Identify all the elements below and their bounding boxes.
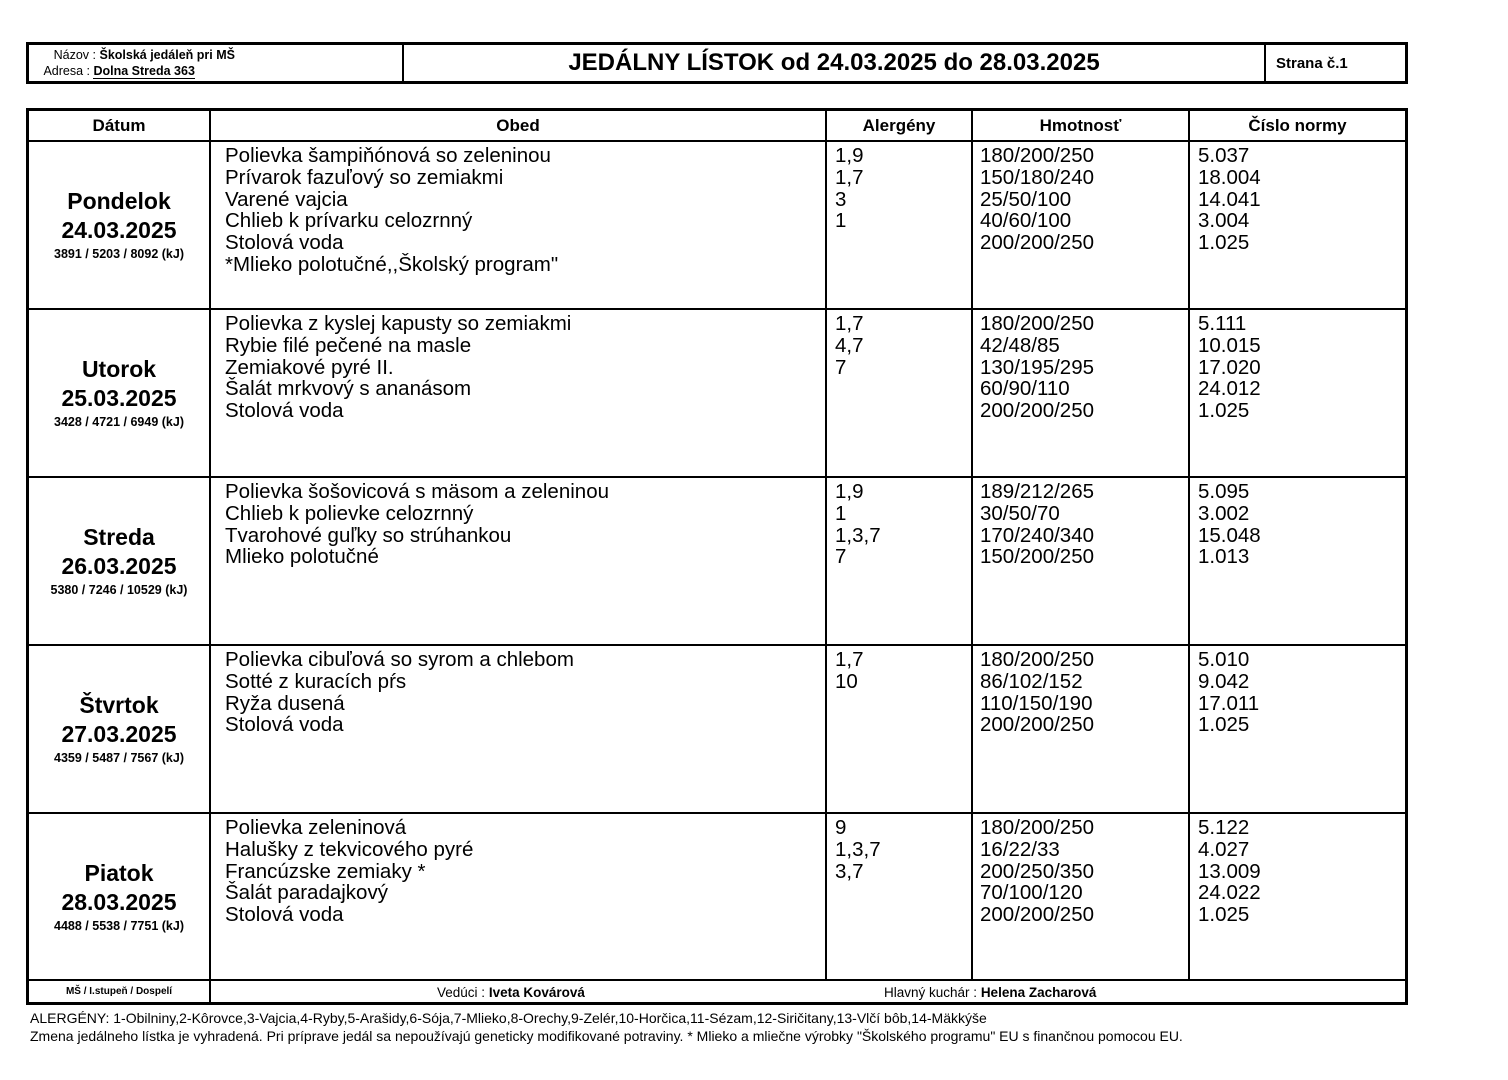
chef-name: Helena Zacharová	[980, 985, 1097, 1000]
weight-entry: 130/195/295	[980, 355, 1095, 379]
weight-entry: 40/60/100	[980, 209, 1072, 233]
column-divider	[971, 111, 973, 981]
norm-column	[1198, 649, 1259, 736]
allergens-entry: 1,7	[835, 165, 864, 189]
dish-entry: Halušky z tekvicového pyré	[225, 837, 474, 861]
day-date: 25.03.2025	[61, 385, 177, 411]
allergens-entry: 4,7	[835, 333, 864, 357]
weight-entry	[980, 254, 1094, 276]
norm-entry: 3.004	[1198, 209, 1250, 233]
column-header-date: Dátum	[29, 111, 209, 142]
row-divider	[29, 476, 1405, 478]
weight-entry: 42/48/85	[980, 333, 1060, 357]
day-energy: 3891 / 5203 / 8092 (kJ)	[54, 247, 184, 261]
day-name: Piatok	[84, 860, 154, 886]
allergens-entry: 1	[835, 209, 847, 233]
norm-entry: 18.004	[1198, 165, 1261, 189]
column-header-norm: Číslo normy	[1190, 111, 1405, 142]
weight-entry: 60/90/110	[980, 377, 1070, 401]
allergens-column	[835, 649, 864, 736]
allergens-entry: 7	[835, 545, 847, 569]
weight-entry: 200/200/250	[980, 713, 1095, 737]
allergens-entry: 1,3,7	[835, 523, 881, 547]
day-cell	[29, 646, 209, 812]
norm-entry: 13.009	[1198, 859, 1261, 883]
portion-levels: MŠ / I.stupeň / Dospelí	[65, 986, 173, 997]
allergens-entry	[835, 378, 864, 400]
norm-entry: 5.122	[1198, 816, 1250, 839]
allergens-entry: 9	[835, 816, 847, 839]
norm-entry: 5.111	[1198, 312, 1247, 335]
row-divider	[29, 979, 1405, 981]
weight-entry: 16/22/33	[980, 837, 1060, 861]
norm-entry: 14.041	[1198, 187, 1261, 211]
weight-entry: 180/200/250	[980, 312, 1095, 335]
dish-entry: Sotté z kuracích pŕs	[225, 669, 407, 693]
allergens-entry: 1	[835, 501, 847, 525]
row-divider	[29, 812, 1405, 814]
allergens-entry	[835, 714, 864, 736]
signature-row	[29, 981, 1405, 1005]
norm-entry: 17.011	[1198, 691, 1260, 715]
day-name: Streda	[83, 524, 155, 550]
norm-column	[1198, 817, 1261, 926]
dish-entry: Polievka z kyslej kapusty so zemiakmi	[225, 312, 572, 335]
norm-entry: 5.010	[1198, 648, 1250, 671]
weight-entry: 110/150/190	[980, 691, 1093, 715]
weight-entry: 30/50/70	[980, 501, 1060, 525]
allergens-column	[835, 817, 881, 926]
manager-name: Iveta Kovárová	[488, 985, 585, 1000]
dish-entry: Mlieko polotučné	[225, 545, 379, 569]
allergens-entry	[835, 254, 864, 276]
day-date: 28.03.2025	[61, 889, 177, 915]
norm-column	[1198, 313, 1261, 422]
dish-column	[225, 145, 558, 276]
row-divider	[29, 644, 1405, 646]
column-header-weight: Hmotnosť	[973, 111, 1188, 142]
norm-entry: 1.025	[1198, 231, 1250, 255]
allergens-entry	[835, 882, 881, 904]
day-cell	[29, 142, 209, 308]
day-energy: 4488 / 5538 / 7751 (kJ)	[54, 919, 184, 933]
weight-entry: 200/200/250	[980, 903, 1095, 927]
weight-entry: 25/50/100	[980, 187, 1072, 211]
notes	[30, 1009, 1183, 1045]
canteen-address: Dolna Streda 363	[93, 64, 195, 78]
dish-entry: Šalát paradajkový	[225, 881, 388, 905]
dish-entry: Chlieb k polievke celozrnný	[225, 501, 474, 525]
weight-entry: 70/100/120	[980, 881, 1083, 905]
norm-entry: 24.012	[1198, 377, 1261, 401]
weight-column	[980, 649, 1094, 736]
dish-entry: Polievka šampiňónová so zeleninou	[225, 144, 551, 167]
dish-column	[225, 481, 609, 568]
dish-entry: Polievka zeleninová	[225, 816, 407, 839]
weight-entry: 180/200/250	[980, 816, 1095, 839]
weight-column	[980, 313, 1094, 422]
manager-signature	[437, 985, 585, 1000]
norm-entry: 15.048	[1198, 523, 1261, 547]
dish-column	[225, 649, 574, 736]
allergens-entry: 3,7	[835, 859, 864, 883]
norm-entry: 9.042	[1198, 669, 1250, 693]
allergens-entry	[835, 232, 864, 254]
allergens-legend: ALERGÉNY: 1-Obilniny,2-Kôrovce,3-Vajcia,4-Ryby,5-Arašidy,6-Sója,7-Mlieko,8-Orechy,9-Zelér,10-Horčica,11-Sézam,12-Siričitany,13-Vlčí bôb,14-Mäkkýše	[30, 1010, 987, 1026]
document-header	[26, 42, 1408, 84]
weight-entry: 180/200/250	[980, 648, 1095, 671]
weight-entry: 150/200/250	[980, 545, 1095, 569]
dish-entry: Šalát mrkvový s ananásom	[225, 377, 472, 401]
day-name: Štvrtok	[79, 692, 159, 718]
norm-entry: 5.037	[1198, 144, 1250, 167]
row-divider	[29, 308, 1405, 310]
dish-entry: Chlieb k prívarku celozrnný	[225, 209, 473, 233]
norm-entry	[1198, 254, 1261, 276]
allergens-column	[835, 145, 864, 276]
day-date: 27.03.2025	[61, 721, 177, 747]
day-name: Pondelok	[67, 188, 171, 214]
dish-column	[225, 313, 571, 422]
day-cell	[29, 310, 209, 476]
norm-entry: 1.025	[1198, 399, 1250, 423]
column-divider	[825, 111, 827, 981]
weight-entry: 150/180/240	[980, 165, 1095, 189]
dish-entry: Stolová voda	[225, 231, 344, 255]
allergens-entry: 1,7	[835, 648, 864, 671]
weight-entry: 86/102/152	[980, 669, 1083, 693]
dish-entry: Stolová voda	[225, 399, 344, 423]
dish-entry: Polievka šošovicová s mäsom a zeleninou	[225, 480, 609, 503]
allergens-entry: 1,9	[835, 480, 864, 503]
norm-entry: 3.002	[1198, 501, 1250, 525]
weight-entry: 200/250/350	[980, 859, 1095, 883]
weight-column	[980, 817, 1094, 926]
menu-title: JEDÁLNY LÍSTOK od 24.03.2025 do 28.03.2025	[404, 45, 1266, 81]
dish-column	[225, 817, 473, 926]
day-date: 26.03.2025	[61, 553, 177, 579]
allergens-entry: 10	[835, 669, 858, 693]
address-label: Adresa :	[43, 64, 90, 78]
column-header-allergens: Alergény	[827, 111, 971, 142]
dish-entry: Stolová voda	[225, 903, 344, 927]
allergens-entry	[835, 904, 881, 926]
day-energy: 4359 / 5487 / 7567 (kJ)	[54, 751, 184, 765]
weight-entry: 200/200/250	[980, 399, 1095, 423]
dish-entry: Stolová voda	[225, 713, 344, 737]
column-divider	[1188, 111, 1190, 981]
menu-table	[26, 108, 1408, 1005]
day-energy: 3428 / 4721 / 6949 (kJ)	[54, 415, 184, 429]
day-date: 24.03.2025	[61, 217, 177, 243]
allergens-entry: 1,7	[835, 312, 864, 335]
weight-entry: 200/200/250	[980, 231, 1095, 255]
weight-entry: 170/240/340	[980, 523, 1095, 547]
dish-entry: Polievka cibuľová so syrom a chlebom	[225, 648, 574, 671]
disclaimer: Zmena jedálneho lístka je vyhradená. Pri príprave jedál sa nepoužívajú geneticky modifikované potraviny. * Mlieko a mliečne výrobky "Školského programu" EU s finančnou pomocou EU.	[30, 1028, 1183, 1044]
column-divider	[209, 111, 211, 1005]
allergens-entry: 3	[835, 187, 847, 211]
allergens-column	[835, 313, 864, 422]
dish-entry: Varené vajcia	[225, 187, 348, 211]
canteen-address-line	[33, 64, 195, 78]
allergens-entry	[835, 400, 864, 422]
weight-column	[980, 481, 1094, 568]
dish-entry: Ryža dusená	[225, 691, 345, 715]
weight-entry: 189/212/265	[980, 480, 1095, 503]
day-cell	[29, 478, 209, 644]
allergens-column	[835, 481, 881, 568]
canteen-info	[29, 45, 404, 81]
day-energy: 5380 / 7246 / 10529 (kJ)	[50, 583, 188, 597]
norm-entry: 10.015	[1198, 333, 1261, 357]
norm-column	[1198, 145, 1261, 276]
canteen-name-line	[39, 48, 235, 62]
norm-entry: 1.013	[1198, 545, 1250, 569]
allergens-entry: 7	[835, 355, 847, 379]
dish-entry: *Mlieko polotučné,,Školský program"	[225, 252, 559, 276]
day-name: Utorok	[81, 356, 157, 382]
dish-entry: Rybie filé pečené na masle	[225, 333, 472, 357]
column-header-lunch: Obed	[211, 111, 825, 142]
dish-entry: Francúzske zemiaky *	[225, 859, 426, 883]
weight-entry: 180/200/250	[980, 144, 1095, 167]
allergens-entry: 1,3,7	[835, 837, 881, 861]
norm-entry: 24.022	[1198, 881, 1261, 905]
weight-column	[980, 145, 1094, 276]
page-number: Strana č.1	[1276, 54, 1348, 72]
norm-entry: 4.027	[1198, 837, 1250, 861]
chef-signature	[884, 985, 1096, 1000]
norm-entry: 1.025	[1198, 713, 1250, 737]
norm-entry: 17.020	[1198, 355, 1261, 379]
name-label: Názov :	[53, 48, 96, 62]
manager-label: Vedúci :	[437, 985, 486, 1000]
dish-entry: Zemiakové pyré II.	[225, 355, 394, 379]
norm-entry: 1.025	[1198, 903, 1250, 927]
dish-entry: Prívarok fazuľový so zemiakmi	[225, 165, 504, 189]
norm-column	[1198, 481, 1261, 568]
canteen-name: Školská jedáleň pri MŠ	[99, 48, 235, 62]
chef-label: Hlavný kuchár :	[884, 985, 978, 1000]
day-cell	[29, 814, 209, 980]
norm-entry: 5.095	[1198, 480, 1250, 503]
allergens-entry	[835, 693, 864, 715]
dish-entry: Tvarohové guľky so strúhankou	[225, 523, 512, 547]
allergens-entry: 1,9	[835, 144, 864, 167]
